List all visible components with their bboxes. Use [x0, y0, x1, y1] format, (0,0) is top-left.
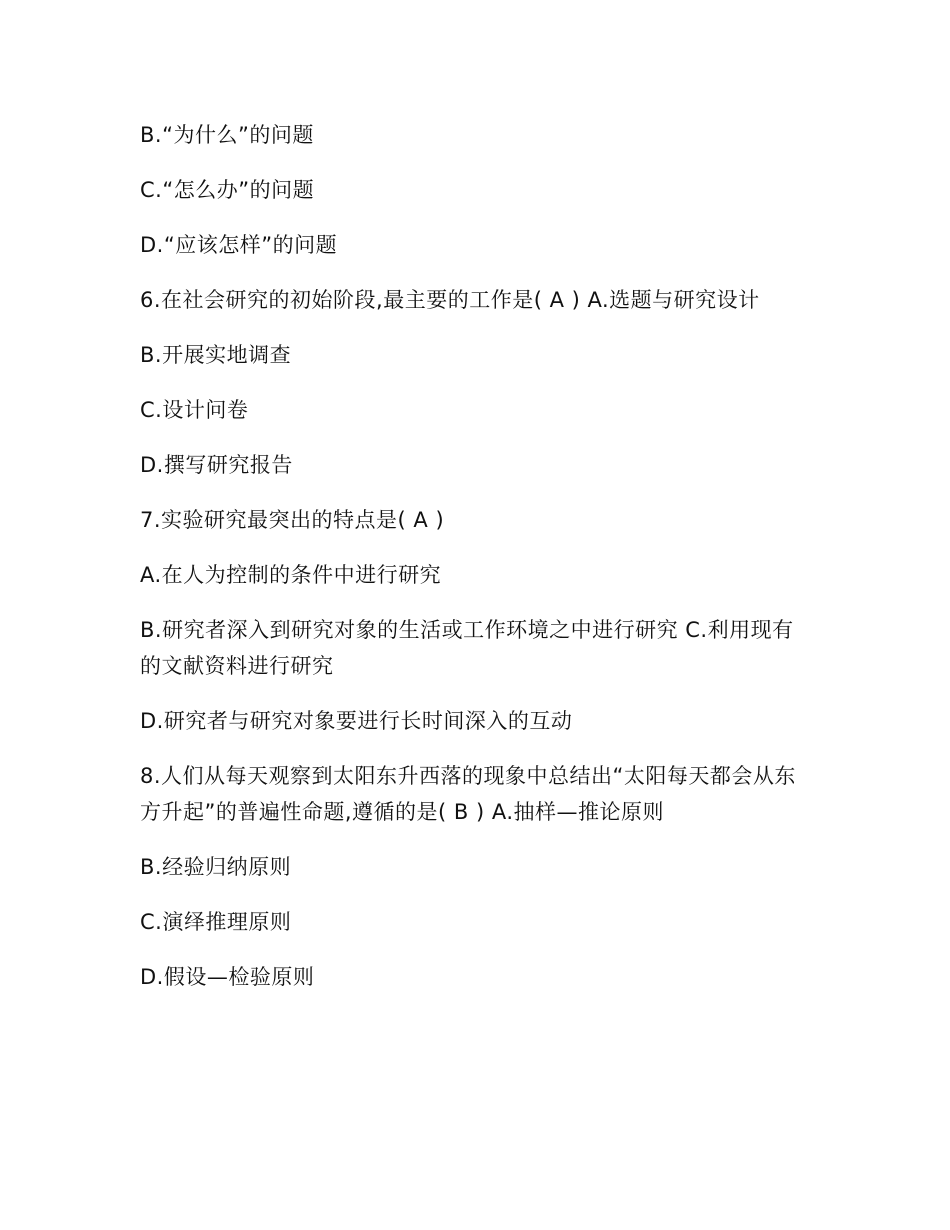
option-5-b: B.“为什么”的问题 — [140, 123, 314, 147]
option-6-b: B.开展实地调查 — [140, 343, 292, 367]
option-8-b: B.经验归纳原则 — [140, 855, 292, 879]
option-6-c: C.设计问卷 — [140, 398, 249, 422]
option-5-c: C.“怎么办”的问题 — [140, 178, 315, 202]
question-7: 7.实验研究最突出的特点是( A ) — [140, 508, 445, 532]
option-8-c: C.演绎推理原则 — [140, 910, 292, 934]
option-7-a: A.在人为控制的条件中进行研究 — [140, 563, 442, 587]
option-8-d: D.假设—检验原则 — [140, 965, 315, 989]
option-7-d: D.研究者与研究对象要进行长时间深入的互动 — [140, 709, 573, 733]
question-6: 6.在社会研究的初始阶段,最主要的工作是( A ) A.选题与研究设计 — [140, 288, 760, 312]
option-6-d: D.撰写研究报告 — [140, 453, 293, 477]
option-5-d: D.“应该怎样”的问题 — [140, 233, 338, 257]
question-8: 8.人们从每天观察到太阳东升西落的现象中总结出“太阳每天都会从东方升起”的普遍性命题,遵循的是( B ) A.抽样—推论原则 — [140, 764, 796, 824]
document-body — [140, 117, 810, 1014]
option-7-b-c: B.研究者深入到研究对象的生活或工作环境之中进行研究 C.利用现有的文献资料进行研究 — [140, 618, 794, 678]
